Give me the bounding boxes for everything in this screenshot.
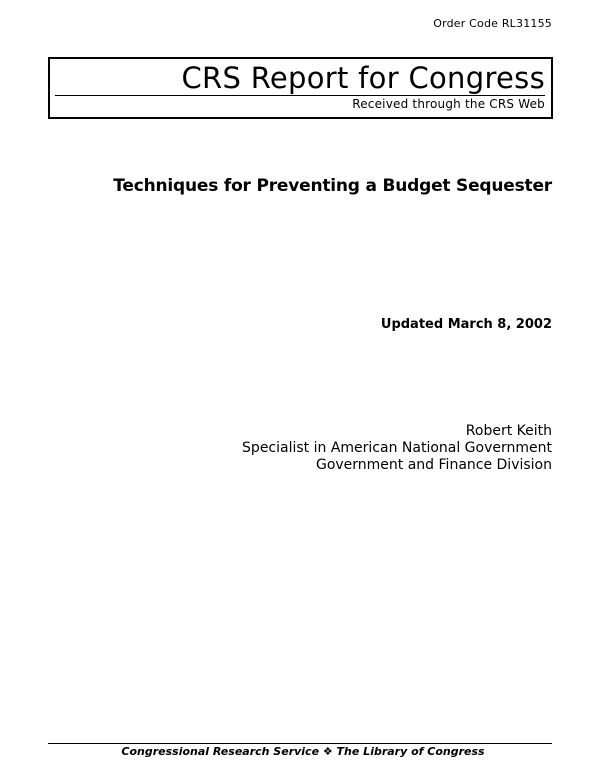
author-division: Government and Finance Division bbox=[315, 457, 552, 473]
document-title: Techniques for Preventing a Budget Sequester bbox=[113, 176, 552, 196]
footer-divider bbox=[48, 743, 552, 744]
author-block bbox=[242, 423, 552, 474]
report-title: CRS Report for Congress bbox=[181, 61, 545, 95]
author-name: Robert Keith bbox=[465, 423, 552, 439]
report-subtitle: Received through the CRS Web bbox=[352, 97, 545, 111]
banner-divider bbox=[55, 95, 545, 96]
report-banner bbox=[48, 57, 553, 119]
order-code: Order Code RL31155 bbox=[433, 17, 552, 30]
author-position: Specialist in American National Government bbox=[242, 440, 552, 456]
footer-text: Congressional Research Service ❖ The Library of Congress bbox=[121, 745, 485, 758]
updated-date: Updated March 8, 2002 bbox=[380, 317, 552, 332]
